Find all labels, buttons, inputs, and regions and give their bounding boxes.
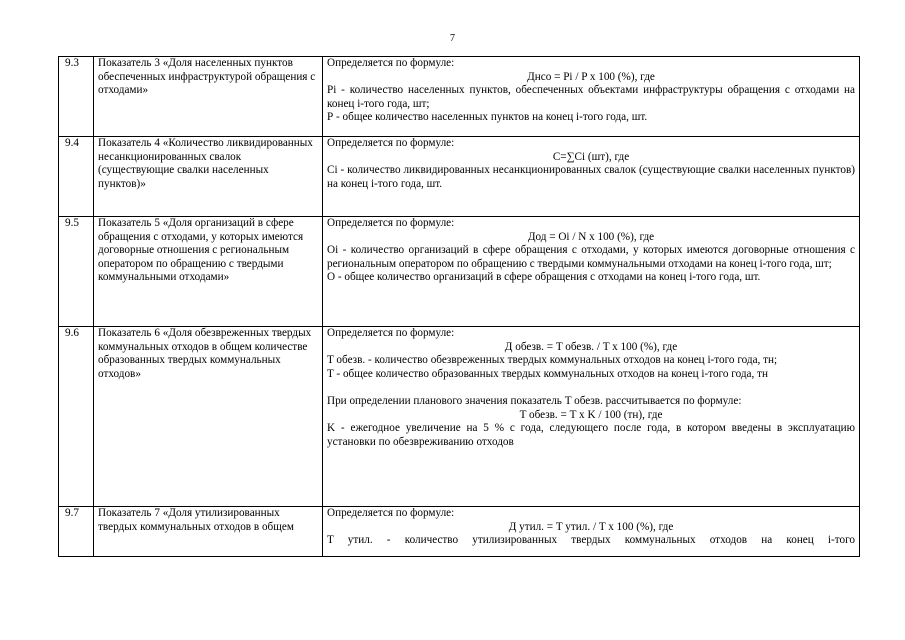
definition-intro: Определяется по формуле:: [327, 327, 455, 339]
formula-explanation: T утил. - количество утилизированных твердых коммунальных отходов на конец i-того: [327, 534, 855, 547]
table-row: [59, 57, 860, 137]
formula: Д утил. = T утил. / T x 100 (%), где: [508, 520, 674, 533]
formula: C=∑Ci (шт), где: [552, 150, 630, 163]
formula-explanation: Р - общее количество населенных пунктов на конец i-того года, шт.: [327, 111, 648, 124]
formula: Д обезв. = T обезв. / T x 100 (%), где: [504, 340, 678, 353]
blank-line: [327, 381, 855, 395]
indicator-name-text: Показатель 7 «Доля утилизированных твердых коммунальных отходов в общем: [98, 507, 294, 533]
indicator-name: Показатель 6 «Доля обезвреженных твердых коммунальных отходов в общем количестве образованных твердых коммунальных отходов»: [94, 327, 323, 507]
formula-explanation: T - общее количество образованных твердых коммунальных отходов на конец i-того года, тн: [327, 367, 768, 380]
formula-explanation: K - ежегодное увеличение на 5 % с года, следующего после года, в котором введены в эксплуатацию установки по обезвреживанию отходов: [327, 422, 855, 448]
plan-formula: T обезв. = T x K / 100 (тн), где: [519, 408, 663, 421]
formula: Днсо = Pi / P x 100 (%), где: [527, 70, 655, 83]
formula-explanation: Oi - количество организаций в сфере обращения с отходами, у которых имеются договорные отношения с региональным оператором по обращению с твердыми коммунальными отходами на конец i-того года, шт;: [327, 244, 855, 270]
row-number: 9.6: [59, 327, 94, 507]
indicator-definition: [323, 137, 860, 217]
row-number: 9.7: [59, 507, 94, 557]
formula-explanation: Pi - количество населенных пунктов, обеспеченных объектами инфраструктуры обращения с отходами на конец i-того года, шт;: [327, 84, 855, 110]
indicator-definition: [323, 507, 860, 557]
indicators-table: [58, 56, 860, 557]
table-row: [59, 217, 860, 327]
definition-intro: Определяется по формуле:: [327, 57, 455, 69]
table-row: [59, 137, 860, 217]
definition-intro: Определяется по формуле:: [327, 137, 455, 149]
indicator-name: Показатель 4 «Количество ликвидированных несанкционированных свалок (существующие свалки населенных пунктов)»: [94, 137, 323, 217]
row-number: 9.4: [59, 137, 94, 217]
table-row: [59, 507, 860, 557]
indicator-definition: [323, 217, 860, 327]
indicator-definition: [323, 57, 860, 137]
formula-explanation: O - общее количество организаций в сфере обращения с отходами на конец i-того года, шт.: [327, 271, 761, 284]
indicator-name: [94, 507, 323, 557]
plan-value-intro: При определении планового значения показатель T обезв. рассчитывается по формуле:: [327, 394, 742, 407]
definition-intro: Определяется по формуле:: [327, 507, 455, 519]
indicator-name: Показатель 5 «Доля организаций в сфере обращения с отходами, у которых имеются договорные отношения с региональным оператором по обращению с твердыми коммунальными отходами»: [94, 217, 323, 327]
indicator-name: Показатель 3 «Доля населенных пунктов обеспеченных инфраструктурой обращения с отходами»: [94, 57, 323, 137]
definition-intro: Определяется по формуле:: [327, 217, 455, 229]
formula-explanation: T обезв. - количество обезвреженных твердых коммунальных отходов на конец i-того года, тн;: [327, 354, 778, 367]
formula: Дод = Oi / N x 100 (%), где: [527, 230, 655, 243]
row-number: 9.5: [59, 217, 94, 327]
page-number: 7: [450, 33, 455, 44]
formula-explanation: Ci - количество ликвидированных несанкционированных свалок (существующие свалки населенных пунктов) на конец i-того года, шт.: [327, 164, 855, 190]
row-number: 9.3: [59, 57, 94, 137]
indicator-definition: [323, 327, 860, 507]
table-row: [59, 327, 860, 507]
definition-block: [327, 507, 855, 554]
